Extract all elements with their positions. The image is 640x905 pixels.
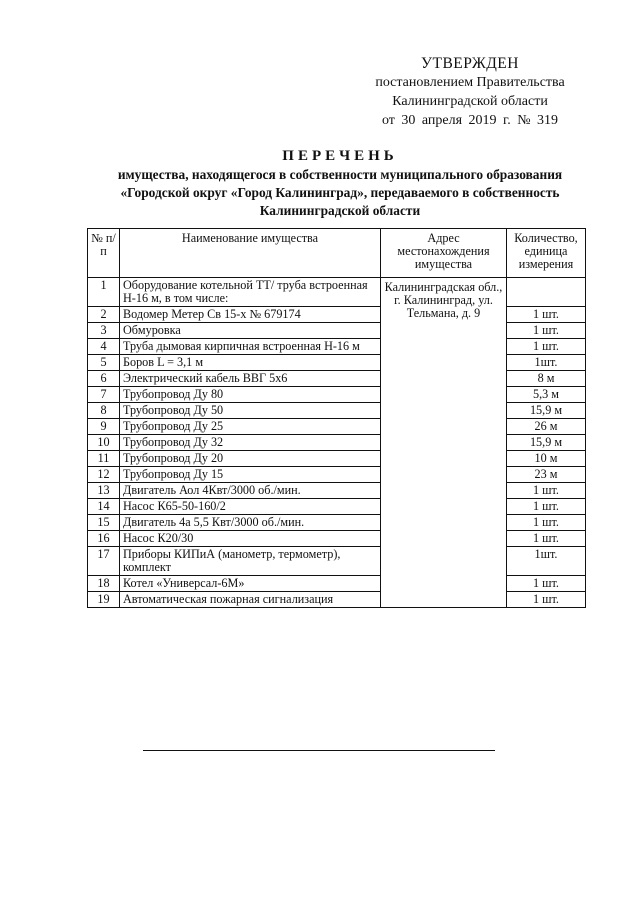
- row-quantity: 1 шт.: [507, 323, 586, 339]
- table-row: [88, 323, 586, 339]
- approval-line-2: Калининградской области: [392, 94, 548, 109]
- row-number: 9: [88, 419, 120, 435]
- row-quantity: 1 шт.: [507, 483, 586, 499]
- row-number: 16: [88, 531, 120, 547]
- row-quantity: 1шт.: [507, 547, 586, 576]
- row-quantity: 1 шт.: [507, 515, 586, 531]
- approval-line-1: постановлением Правительства: [375, 75, 565, 90]
- row-number: 2: [88, 307, 120, 323]
- row-item-name: Трубопровод Ду 20: [120, 451, 381, 467]
- row-item-name: Автоматическая пожарная сигнализация: [120, 592, 381, 608]
- row-item-name: Двигатель Аол 4Квт/3000 об./мин.: [120, 483, 381, 499]
- document-heading: [60, 146, 620, 220]
- row-number: 14: [88, 499, 120, 515]
- row-item-name: Труба дымовая кирпичная встроенная Н-16 м: [120, 339, 381, 355]
- table-row: [88, 307, 586, 323]
- table-row: [88, 451, 586, 467]
- row-quantity: [507, 278, 586, 307]
- row-item-name: Насос К20/30: [120, 531, 381, 547]
- row-item-name: Трубопровод Ду 80: [120, 387, 381, 403]
- row-number: 5: [88, 355, 120, 371]
- row-item-name: Котел «Универсал-6М»: [120, 576, 381, 592]
- row-number: 11: [88, 451, 120, 467]
- row-quantity: 1 шт.: [507, 499, 586, 515]
- approval-block: [350, 54, 590, 130]
- table-row: [88, 467, 586, 483]
- table-row: [88, 547, 586, 576]
- table-row: [88, 576, 586, 592]
- row-item-name: Насос К65-50-160/2: [120, 499, 381, 515]
- row-number: 4: [88, 339, 120, 355]
- row-quantity: 26 м: [507, 419, 586, 435]
- approval-date: от 30 апреля 2019 г. № 319: [381, 113, 559, 128]
- table-row: [88, 278, 586, 307]
- approval-title: УТВЕРЖДЕН: [421, 55, 519, 72]
- table-body: [88, 278, 586, 608]
- heading-line-1: имущества, находящегося в собственности муниципального образования: [117, 167, 563, 182]
- table-row: [88, 339, 586, 355]
- row-item-name: Двигатель 4а 5,5 Квт/3000 об./мин.: [120, 515, 381, 531]
- property-table: [87, 228, 586, 608]
- row-address: Калининградская обл., г. Калининград, ул. Тельмана, д. 9: [381, 278, 507, 608]
- table-row: [88, 435, 586, 451]
- row-number: 19: [88, 592, 120, 608]
- row-quantity: 1 шт.: [507, 592, 586, 608]
- row-quantity: 1 шт.: [507, 576, 586, 592]
- row-number: 1: [88, 278, 120, 307]
- row-number: 6: [88, 371, 120, 387]
- row-quantity: 1 шт.: [507, 531, 586, 547]
- row-item-name: Трубопровод Ду 32: [120, 435, 381, 451]
- header-address: Адрес местонахождения имущества: [381, 229, 507, 278]
- row-quantity: 23 м: [507, 467, 586, 483]
- row-quantity: 15,9 м: [507, 403, 586, 419]
- bottom-rule: [143, 750, 495, 751]
- row-quantity: 5,3 м: [507, 387, 586, 403]
- row-item-name: Водомер Метер Св 15-х № 679174: [120, 307, 381, 323]
- row-number: 17: [88, 547, 120, 576]
- row-item-name: Приборы КИПиА (манометр, термометр), комплект: [120, 547, 381, 576]
- heading-title: ПЕРЕЧЕНЬ: [282, 148, 398, 164]
- row-number: 15: [88, 515, 120, 531]
- row-item-name: Оборудование котельной ТТ/ труба встроенная Н-16 м, в том числе:: [120, 278, 381, 307]
- row-number: 3: [88, 323, 120, 339]
- table-row: [88, 515, 586, 531]
- table-row: [88, 419, 586, 435]
- row-number: 13: [88, 483, 120, 499]
- table-row: [88, 483, 586, 499]
- row-number: 12: [88, 467, 120, 483]
- row-number: 8: [88, 403, 120, 419]
- row-number: 7: [88, 387, 120, 403]
- row-quantity: 1шт.: [507, 355, 586, 371]
- table-row: [88, 387, 586, 403]
- table-header-row: [88, 229, 586, 278]
- table-row: [88, 355, 586, 371]
- table-row: [88, 499, 586, 515]
- row-quantity: 1 шт.: [507, 339, 586, 355]
- row-quantity: 10 м: [507, 451, 586, 467]
- heading-line-2: «Городской округ «Город Калининград», передаваемого в собственность: [120, 185, 560, 200]
- header-name: Наименование имущества: [120, 229, 381, 278]
- row-quantity: 1 шт.: [507, 307, 586, 323]
- row-item-name: Трубопровод Ду 25: [120, 419, 381, 435]
- row-item-name: Трубопровод Ду 15: [120, 467, 381, 483]
- header-num: № п/п: [88, 229, 120, 278]
- row-item-name: Обмуровка: [120, 323, 381, 339]
- row-number: 18: [88, 576, 120, 592]
- row-quantity: 8 м: [507, 371, 586, 387]
- table-row: [88, 592, 586, 608]
- header-qty: Количество, единица измерения: [507, 229, 586, 278]
- row-item-name: Трубопровод Ду 50: [120, 403, 381, 419]
- heading-line-3: Калининградской области: [259, 203, 421, 218]
- row-item-name: Электрический кабель ВВГ 5х6: [120, 371, 381, 387]
- table-row: [88, 403, 586, 419]
- table-row: [88, 371, 586, 387]
- row-quantity: 15,9 м: [507, 435, 586, 451]
- row-item-name: Боров L = 3,1 м: [120, 355, 381, 371]
- row-number: 10: [88, 435, 120, 451]
- table-row: [88, 531, 586, 547]
